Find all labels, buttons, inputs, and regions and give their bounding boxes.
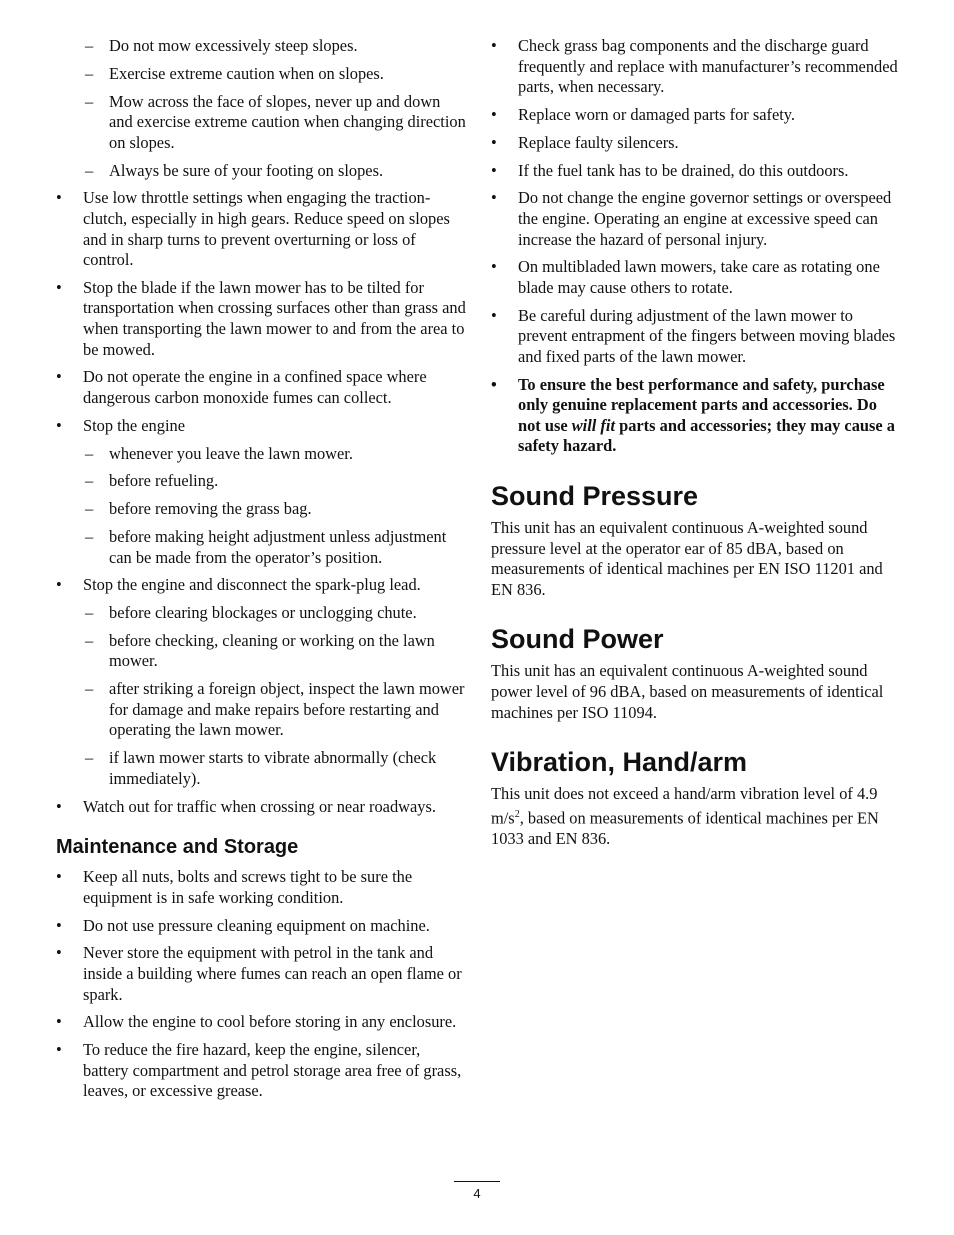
list-item: • If the fuel tank has to be drained, do this outdoors. bbox=[491, 161, 903, 182]
sound-power-text: This unit has an equivalent continuous A-weighted sound power level of 96 dBA, based on measurements of identical machines per ISO 11094. bbox=[491, 661, 884, 722]
vibration-superscript: 2 bbox=[514, 808, 520, 820]
list-item: – Exercise extreme caution when on slopes. bbox=[56, 64, 468, 85]
list-item: – if lawn mower starts to vibrate abnormally (check immediately). bbox=[56, 748, 468, 789]
list-item: • Keep all nuts, bolts and screws tight to be sure the equipment is in safe working condition. bbox=[56, 867, 468, 908]
list-item: – whenever you leave the lawn mower. bbox=[56, 444, 468, 465]
vibration-text-end: , based on measurements of identical machines per EN 1033 and EN 836. bbox=[491, 808, 879, 848]
maintenance-heading: Maintenance and Storage bbox=[56, 836, 299, 859]
right-column bbox=[491, 36, 903, 849]
left-column bbox=[56, 36, 468, 1109]
list-item: – Mow across the face of slopes, never up and down and exercise extreme caution when changing direction on slopes. bbox=[56, 92, 468, 154]
vibration-text bbox=[491, 784, 903, 849]
list-item: • Stop the engine bbox=[56, 416, 468, 437]
list-item: • Be careful during adjustment of the lawn mower to prevent entrapment of the fingers between moving blades and fixed parts of the lawn mower. bbox=[491, 306, 903, 368]
safety-list bbox=[491, 36, 903, 457]
vibration-heading: Vibration, Hand/arm bbox=[491, 747, 748, 778]
maintenance-list bbox=[56, 867, 468, 1102]
list-item: • Do not use pressure cleaning equipment on machine. bbox=[56, 916, 468, 937]
list-item: – before checking, cleaning or working on the lawn mower. bbox=[56, 631, 468, 672]
sound-pressure-text: This unit has an equivalent continuous A-weighted sound pressure level at the operator ear of 85 dBA, based on measurements of identical machines per EN ISO 11201 and EN 836. bbox=[491, 518, 883, 599]
list-item: • Stop the engine and disconnect the spark-plug lead. bbox=[56, 575, 468, 596]
list-item: – before refueling. bbox=[56, 471, 468, 492]
list-item: – Always be sure of your footing on slopes. bbox=[56, 161, 468, 182]
list-item: • Never store the equipment with petrol in the tank and inside a building where fumes can reach an open flame or spark. bbox=[56, 943, 468, 1005]
list-item: • Replace faulty silencers. bbox=[491, 133, 903, 154]
list-item: – Do not mow excessively steep slopes. bbox=[56, 36, 468, 57]
list-item: – after striking a foreign object, inspect the lawn mower for damage and make repairs before restarting and operating the lawn mower. bbox=[56, 679, 468, 741]
list-item: • Use low throttle settings when engaging the traction-clutch, especially in high gears. Reduce speed on slopes and in sharp turns to prevent overturning or loss of control. bbox=[56, 188, 468, 270]
list-item: – before removing the grass bag. bbox=[56, 499, 468, 520]
warning-italic: will fit bbox=[571, 415, 615, 435]
slope-sublist bbox=[56, 36, 468, 817]
list-item: – before making height adjustment unless adjustment can be made from the operator’s position. bbox=[56, 527, 468, 568]
warning-text-start: To ensure the best performance and safety, purchase only genuine replacement parts and accessories. Do not use bbox=[518, 374, 885, 435]
warning-text-end: parts and accessories; they may cause a safety hazard. bbox=[518, 415, 895, 456]
list-item: • Stop the blade if the lawn mower has to be tilted for transportation when crossing surfaces other than grass and when transporting the lawn mower to and from the area to be mowed. bbox=[56, 278, 468, 360]
list-item: • Check grass bag components and the discharge guard frequently and replace with manufacturer’s recommended parts, when necessary. bbox=[491, 36, 903, 98]
list-item: • Allow the engine to cool before storing in any enclosure. bbox=[56, 1012, 468, 1033]
sound-pressure-heading: Sound Pressure bbox=[491, 481, 699, 511]
list-item: • To reduce the fire hazard, keep the engine, silencer, battery compartment and petrol storage area free of grass, leaves, or excessive grease. bbox=[56, 1040, 468, 1102]
list-item: • Do not operate the engine in a confined space where dangerous carbon monoxide fumes can collect. bbox=[56, 367, 468, 408]
vibration-text-start: This unit does not exceed a hand/arm vibration level of 4.9 m/s bbox=[491, 784, 878, 828]
list-item: • Do not change the engine governor settings or overspeed the engine. Operating an engine at excessive speed can increase the hazard of personal injury. bbox=[491, 188, 903, 250]
list-item: – before clearing blockages or unclogging chute. bbox=[56, 603, 468, 624]
list-item: • Watch out for traffic when crossing or near roadways. bbox=[56, 797, 468, 818]
page-number: 4 bbox=[454, 1181, 500, 1201]
sound-power-heading: Sound Power bbox=[491, 624, 664, 655]
list-item: • On multibladed lawn mowers, take care as rotating one blade may cause others to rotate. bbox=[491, 257, 903, 298]
list-item: • Replace worn or damaged parts for safety. bbox=[491, 105, 903, 126]
replacement-parts-warning bbox=[491, 375, 903, 457]
